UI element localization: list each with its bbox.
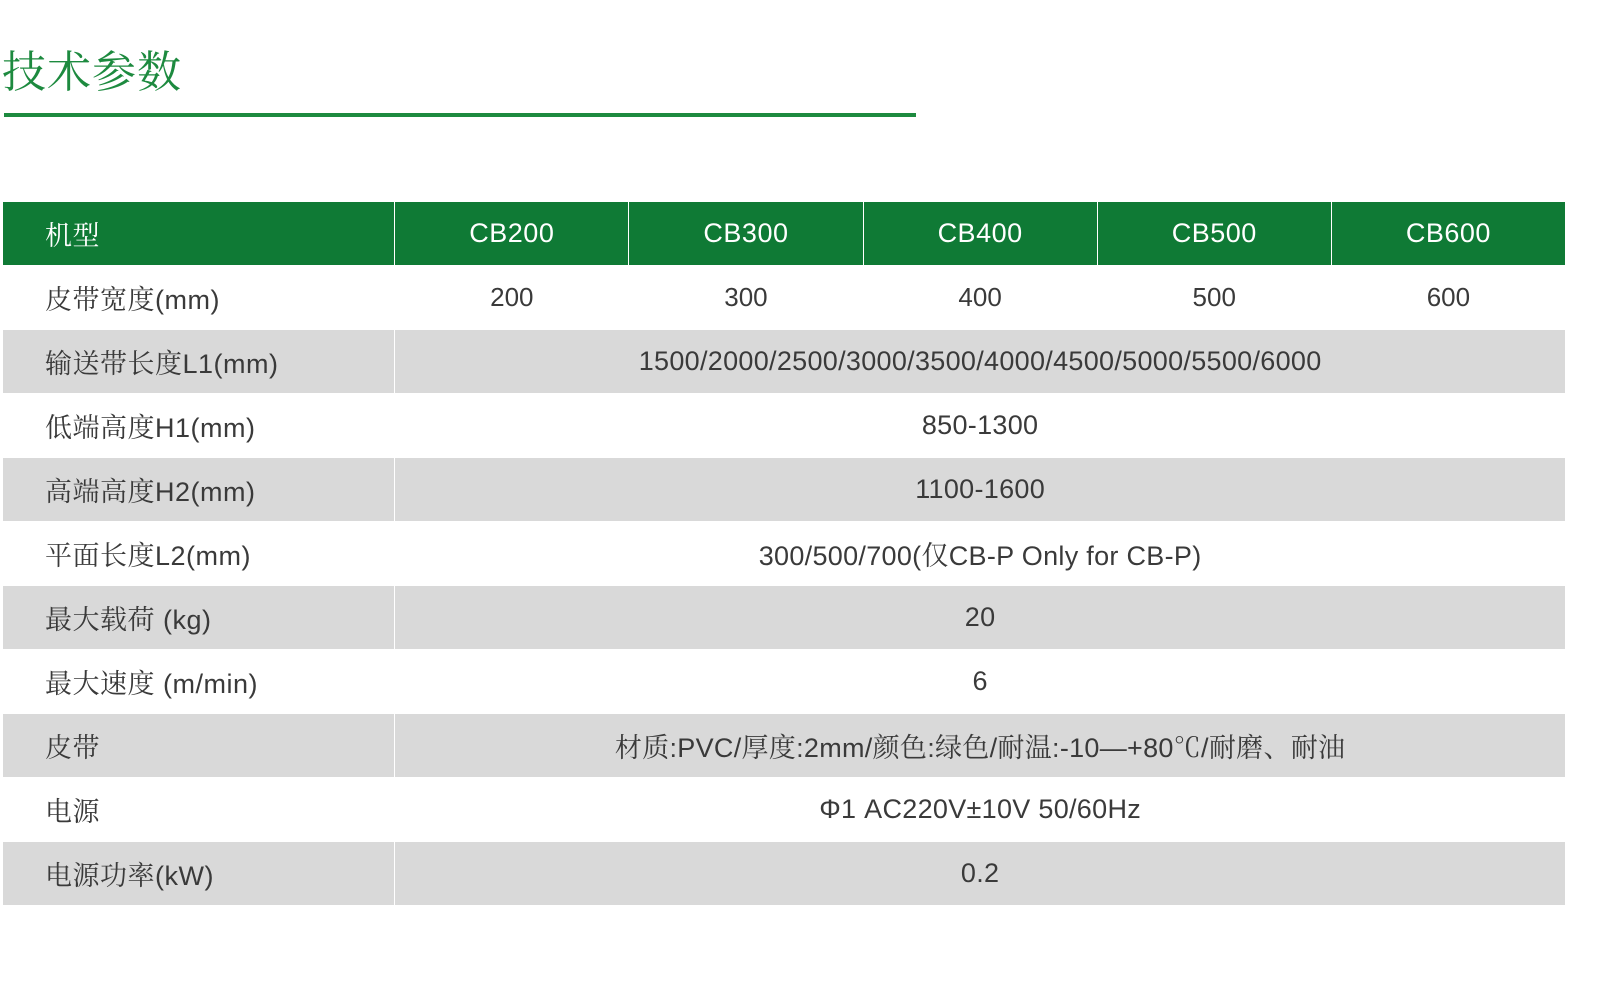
row-value: 1100-1600: [395, 457, 1566, 521]
page-title: 技术参数: [2, 48, 182, 97]
table-row: [3, 265, 1566, 329]
row-value: 500: [1097, 265, 1331, 329]
row-label: 电源功率(kW): [3, 841, 395, 905]
row-value: 300: [629, 265, 863, 329]
column-header-cb400: CB400: [863, 201, 1097, 265]
table-row: [3, 457, 1566, 521]
row-value: 材质:PVC/厚度:2mm/颜色:绿色/耐温:-10—+80℃/耐磨、耐油: [395, 713, 1566, 777]
row-value: 200: [395, 265, 629, 329]
table-row: [3, 393, 1566, 457]
table-row: [3, 649, 1566, 713]
table-body: [3, 265, 1566, 905]
row-value: Φ1 AC220V±10V 50/60Hz: [395, 777, 1566, 841]
row-value: 6: [395, 649, 1566, 713]
column-header-model-label: 机型: [3, 201, 395, 265]
table-header: [3, 201, 1566, 265]
table-row: [3, 713, 1566, 777]
spec-table-container: [0, 201, 1600, 906]
title-block: [0, 0, 1600, 117]
row-label: 平面长度L2(mm): [3, 521, 395, 585]
row-label: 皮带宽度(mm): [3, 265, 395, 329]
column-header-cb600: CB600: [1331, 201, 1565, 265]
row-value: 0.2: [395, 841, 1566, 905]
row-value: 850-1300: [395, 393, 1566, 457]
spec-table: [2, 201, 1566, 906]
column-header-cb300: CB300: [629, 201, 863, 265]
row-label: 输送带长度L1(mm): [3, 329, 395, 393]
row-value: 20: [395, 585, 1566, 649]
row-value: 400: [863, 265, 1097, 329]
row-value: 600: [1331, 265, 1565, 329]
table-row: [3, 777, 1566, 841]
row-value: 300/500/700(仅CB-P Only for CB-P): [395, 521, 1566, 585]
table-row: [3, 329, 1566, 393]
row-label: 皮带: [3, 713, 395, 777]
table-row: [3, 585, 1566, 649]
row-label: 高端高度H2(mm): [3, 457, 395, 521]
row-label: 最大速度 (m/min): [3, 649, 395, 713]
table-row: [3, 521, 1566, 585]
table-header-row: [3, 201, 1566, 265]
row-label: 最大载荷 (kg): [3, 585, 395, 649]
title-underline-rule: [4, 113, 916, 117]
row-label: 低端高度H1(mm): [3, 393, 395, 457]
row-label: 电源: [3, 777, 395, 841]
row-value: 1500/2000/2500/3000/3500/4000/4500/5000/5500/6000: [395, 329, 1566, 393]
column-header-cb500: CB500: [1097, 201, 1331, 265]
table-row: [3, 841, 1566, 905]
column-header-cb200: CB200: [395, 201, 629, 265]
